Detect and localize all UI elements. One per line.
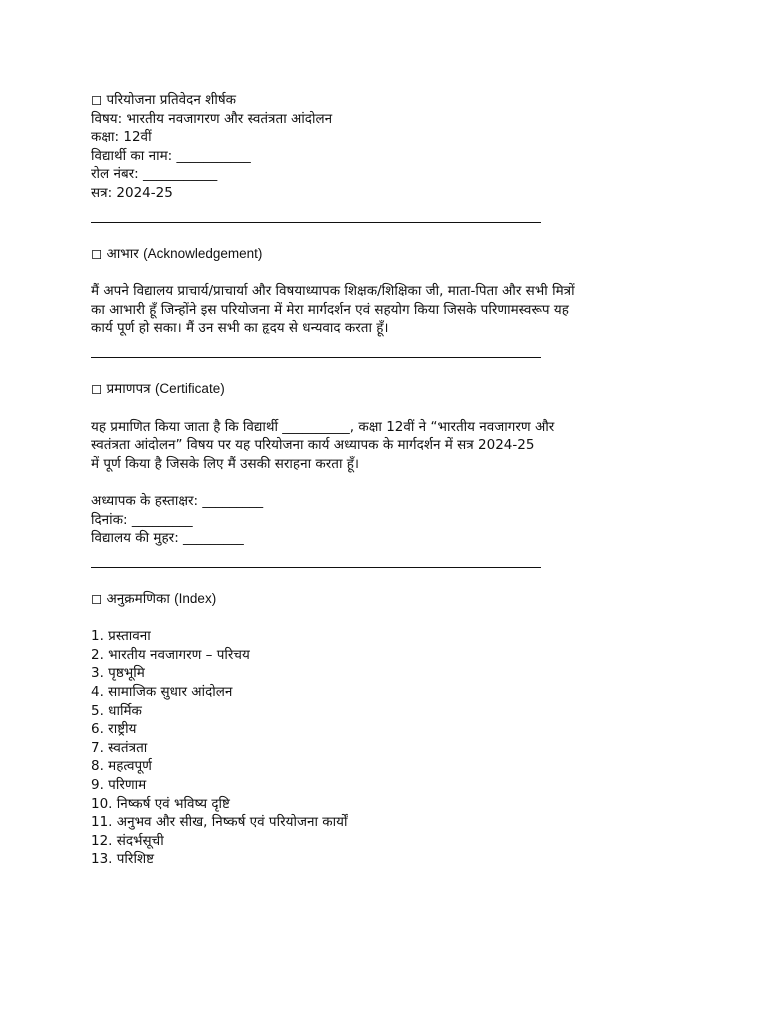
- certificate-line: स्वतंत्रता आंदोलन” विषय पर यह परियोजना कार्य अध्यापक के मार्गदर्शन में सत्र 2024-25: [91, 437, 535, 454]
- acknowledgement-line: मैं अपने विद्यालय प्राचार्य/प्राचार्या और विषयाध्यापक शिक्षक/शिक्षिका जी, माता-पिता और सभी मित्रों: [91, 283, 575, 300]
- project-title: ◻ परियोजना प्रतिवेदन शीर्षक: [91, 92, 236, 108]
- section-divider: [91, 566, 541, 568]
- index-item: 6. राष्ट्रीय: [91, 721, 137, 738]
- index-item: 13. परिशिष्ट: [91, 851, 155, 868]
- session-field: सत्र: 2024-25: [91, 184, 173, 201]
- school-stamp-field: विद्यालय की मुहर: _________: [91, 530, 244, 547]
- acknowledgement-body: [91, 282, 691, 338]
- index-heading: [91, 590, 691, 609]
- date-field: दिनांक: _________: [91, 511, 193, 528]
- student-name-field: विद्यार्थी का नाम: ___________: [91, 147, 251, 164]
- index-heading-text: ◻ अनुक्रमणिका: [91, 590, 170, 607]
- index-item: 1. प्रस्तावना: [91, 628, 151, 645]
- index-list: [91, 627, 691, 869]
- acknowledgement-line: कार्य पूर्ण हो सका। मैं उन सभी का हृदय से धन्यवाद करता हूँ।: [91, 320, 389, 337]
- acknowledgement-heading: [91, 245, 691, 264]
- section-divider: [91, 221, 541, 223]
- acknowledgement-heading-en: (Acknowledgement): [143, 245, 263, 261]
- index-item: 12. संदर्भसूची: [91, 832, 164, 849]
- signature-block: [91, 492, 691, 548]
- certificate-heading-en: (Certificate): [154, 380, 225, 396]
- index-section: [91, 590, 691, 869]
- title-block: [91, 91, 691, 203]
- acknowledgement-line: का आभारी हूँ जिन्होंने इस परियोजना में मेरा मार्गदर्शन एवं सहयोग किया जिसके परिणामस्वरूप यह: [91, 301, 569, 318]
- section-divider: [91, 356, 541, 358]
- certificate-body: [91, 418, 691, 474]
- index-item: 2. भारतीय नवजागरण – परिचय: [91, 646, 250, 663]
- acknowledgement-section: [91, 245, 691, 338]
- certificate-section: [91, 380, 691, 548]
- class-field: कक्षा: 12वीं: [91, 129, 152, 146]
- index-item: 10. निष्कर्ष एवं भविष्य दृष्टि: [91, 795, 230, 812]
- acknowledgement-heading-text: ◻ आभार: [91, 245, 139, 262]
- certificate-line: में पूर्ण किया है जिसके लिए मैं उसकी सराहना करता हूँ।: [91, 455, 360, 472]
- index-heading-en: (Index): [174, 590, 217, 606]
- index-item: 9. परिणाम: [91, 777, 147, 794]
- certificate-heading-text: ◻ प्रमाणपत्र: [91, 380, 151, 397]
- certificate-line: यह प्रमाणित किया जाता है कि विद्यार्थी __________, कक्षा 12वीं ने “भारतीय नवजागरण और: [91, 418, 555, 435]
- index-item: 7. स्वतंत्रता: [91, 739, 148, 756]
- project-topic: विषय: भारतीय नवजागरण और स्वतंत्रता आंदोलन: [91, 110, 333, 127]
- index-item: 11. अनुभव और सीख, निष्कर्ष एवं परियोजना कार्यों: [91, 814, 348, 831]
- index-item: 5. धार्मिक: [91, 702, 142, 719]
- index-item: 3. पृष्ठभूमि: [91, 665, 145, 682]
- teacher-signature-field: अध्यापक के हस्ताक्षर: _________: [91, 492, 264, 509]
- document-page: [91, 91, 691, 869]
- certificate-heading: [91, 380, 691, 399]
- index-item: 4. सामाजिक सुधार आंदोलन: [91, 684, 233, 701]
- index-item: 8. महत्वपूर्ण: [91, 758, 152, 775]
- roll-number-field: रोल नंबर: ___________: [91, 166, 218, 183]
